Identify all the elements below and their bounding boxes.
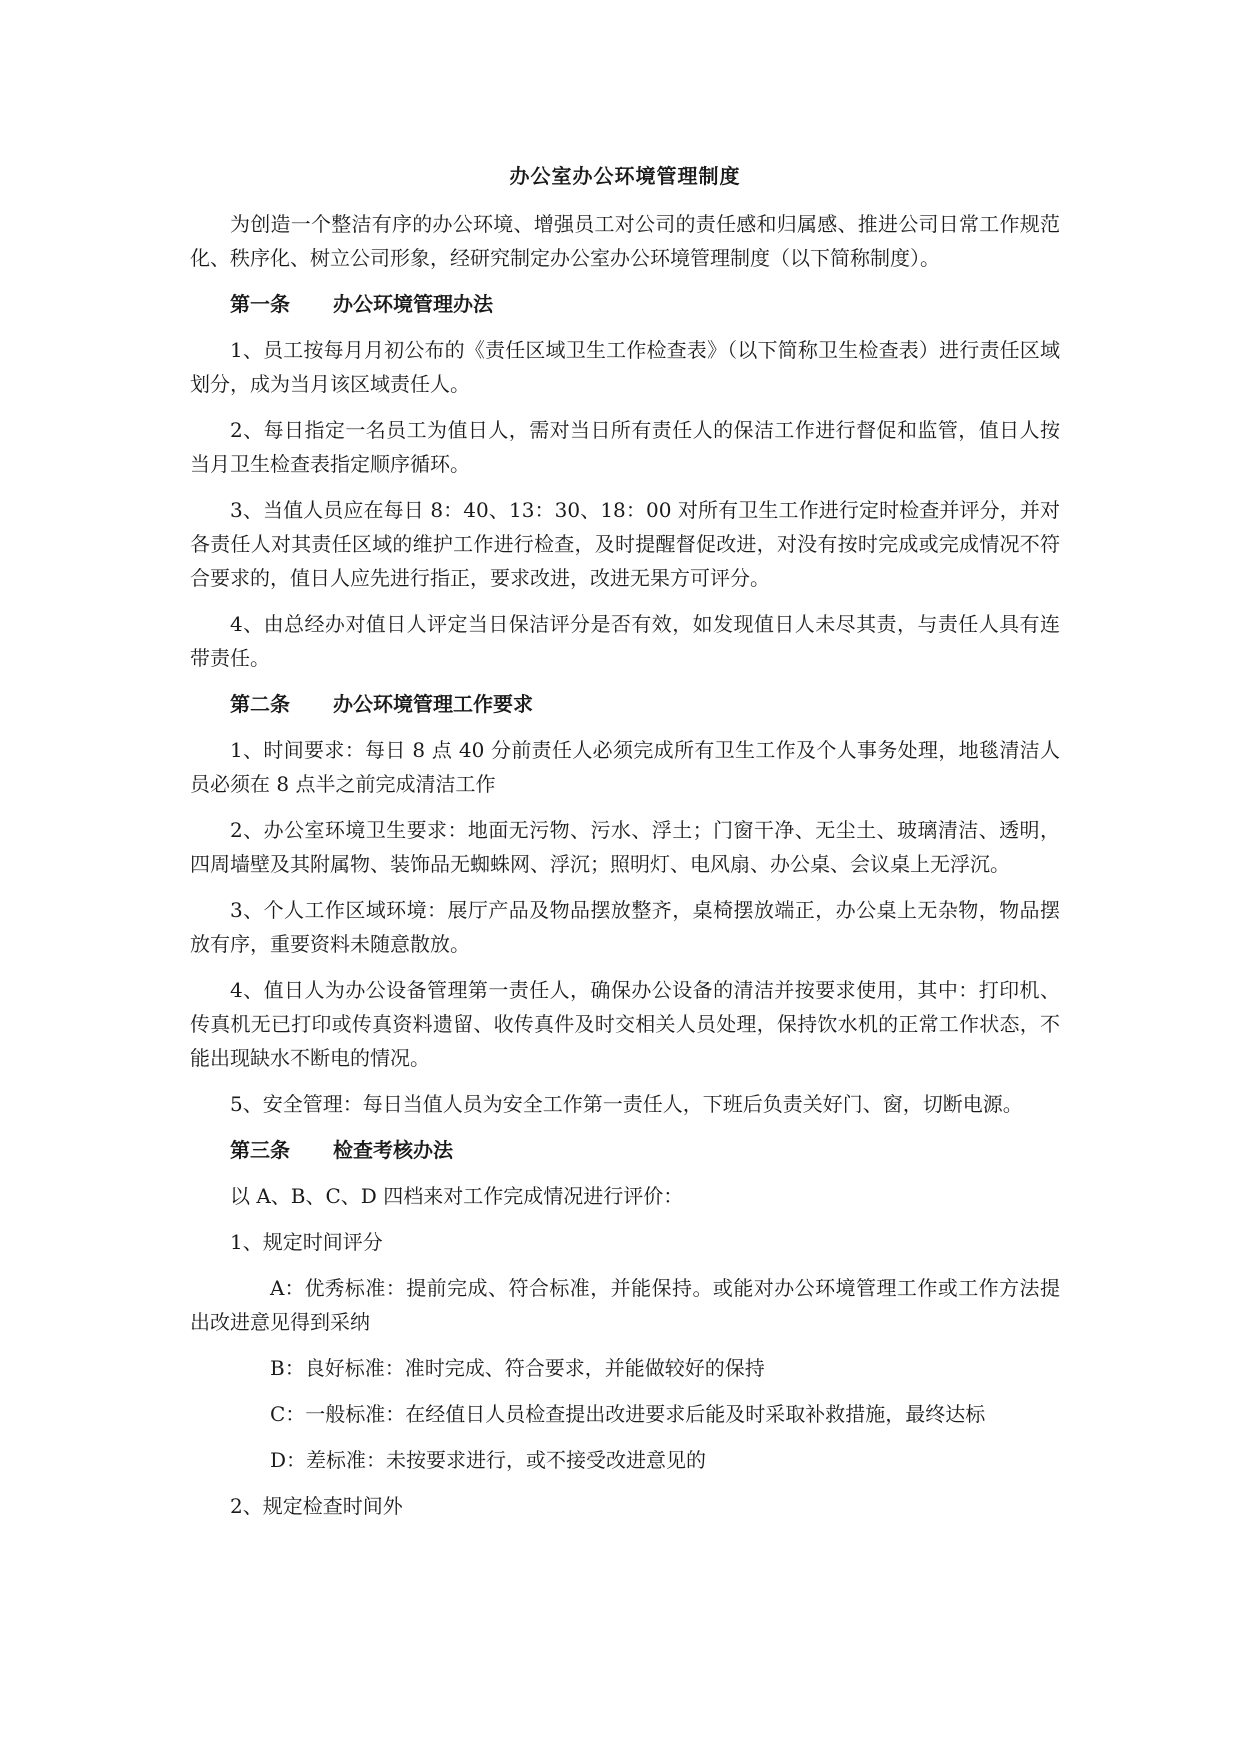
- grade-label: A：优秀: [270, 1276, 345, 1300]
- article-3-subheading: 2、规定检查时间外: [230, 1494, 403, 1518]
- grade-label: B：良好: [270, 1356, 345, 1380]
- article-3-title: 检查考核办法: [332, 1138, 453, 1162]
- article-2-item: 2、办公室环境卫生要求：地面无污物、污水、浮土；门窗干净、无尘土、玻璃清洁、透明，四周墙壁及其附属物、装饰品无蜘蛛网、浮沉；照明灯、电风扇、办公桌、会议桌上无浮沉。: [190, 818, 1060, 876]
- article-1-item: 4、由总经办对值日人评定当日保洁评分是否有效，如发现值日人未尽其责，与责任人具有连带责任。: [190, 612, 1060, 670]
- grade-label: D：差: [270, 1448, 327, 1472]
- grade-standard: 标准：提前完成、符合标准，并能保持。或能对办公环境管理工作或工作方法提出改进意见得到采纳: [190, 1276, 1060, 1334]
- article-2-item: 4、值日人为办公设备管理第一责任人，确保办公设备的清洁并按要求使用，其中：打印机、传真机无已打印或传真资料遗留、收传真件及时交相关人员处理，保持饮水机的正常工作状态，不能出现缺水不断电的情况。: [190, 978, 1060, 1070]
- article-2-item: 1、时间要求：每日 8 点 40 分前责任人必须完成所有卫生工作及个人事务处理，地毯清洁人员必须在 8 点半之前完成清洁工作: [190, 738, 1060, 796]
- grade-row: [190, 1271, 1060, 1339]
- article-2-title: 办公环境管理工作要求: [332, 692, 533, 716]
- grade-label: C：一般: [270, 1402, 346, 1426]
- grade-standard: 标准：准时完成、符合要求，并能做较好的保持: [344, 1356, 765, 1380]
- grade-standard: 标准：未按要求进行，或不接受改进意见的: [326, 1448, 707, 1472]
- document-page: [190, 160, 1060, 1535]
- article-3-intro: 以 A、B、C、D 四档来对工作完成情况进行评价：: [230, 1184, 684, 1208]
- document-title: 办公室办公环境管理制度: [509, 164, 741, 188]
- article-3-subheading: 1、规定时间评分: [230, 1230, 383, 1254]
- intro-paragraph: 为创造一个整洁有序的办公环境、增强员工对公司的责任感和归属感、推进公司日常工作规范化、秩序化、树立公司形象，经研究制定办公室办公环境管理制度（以下简称制度）。: [190, 212, 1060, 270]
- article-3-number: 第三条: [230, 1138, 290, 1162]
- article-1-item: 3、当值人员应在每日 8：40、13：30、18：00 对所有卫生工作进行定时检查并评分，并对各责任人对其责任区域的维护工作进行检查，及时提醒督促改进，对没有按时完成或完成情况不符合要求的，值日人应先进行指正，要求改进，改进无果方可评分。: [190, 498, 1060, 590]
- article-1-item: 2、每日指定一名员工为值日人，需对当日所有责任人的保洁工作进行督促和监管，值日人按当月卫生检查表指定顺序循环。: [190, 418, 1060, 476]
- article-1-item: 1、员工按每月月初公布的《责任区域卫生工作检查表》（以下简称卫生检查表）进行责任区域划分，成为当月该区域责任人。: [190, 338, 1060, 396]
- article-2-heading: [190, 687, 1060, 721]
- grade-row: [190, 1443, 1060, 1477]
- article-2-item: 5、安全管理：每日当值人员为安全工作第一责任人，下班后负责关好门、窗，切断电源。: [230, 1092, 1023, 1116]
- article-3-heading: [190, 1133, 1060, 1167]
- grade-standard: 标准：在经值日人员检查提出改进要求后能及时采取补救措施，最终达标: [345, 1402, 986, 1426]
- article-1-heading: [190, 287, 1060, 321]
- article-1-title: 办公环境管理办法: [332, 292, 493, 316]
- article-2-number: 第二条: [230, 692, 290, 716]
- grade-row: [190, 1397, 1060, 1431]
- article-2-item: 3、个人工作区域环境：展厅产品及物品摆放整齐，桌椅摆放端正，办公桌上无杂物，物品摆放有序，重要资料未随意散放。: [190, 898, 1060, 956]
- article-1-number: 第一条: [230, 292, 290, 316]
- grade-row: [190, 1351, 1060, 1385]
